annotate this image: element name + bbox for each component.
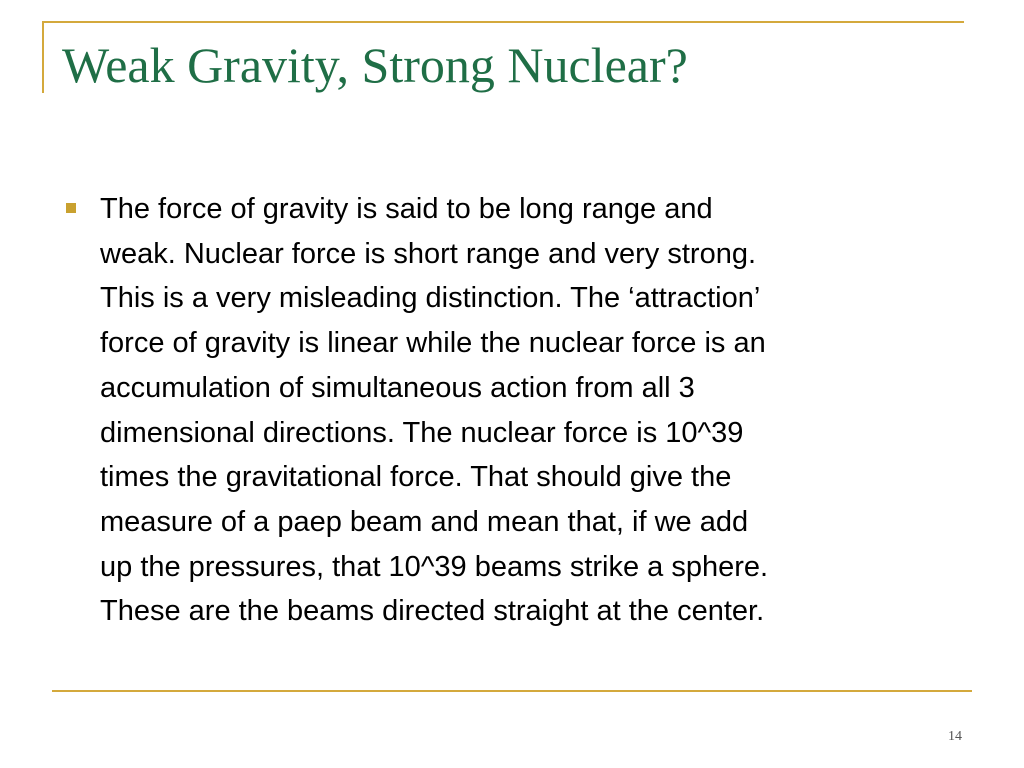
slide-title: Weak Gravity, Strong Nuclear? [62,37,688,93]
square-bullet-icon [66,203,76,213]
bullet-text: The force of gravity is said to be long range and weak. Nuclear force is short range and very strong. This is a very misleading distinction. The ‘attraction’ force of gravity is linear while the nuclear force is an accumulation of simultaneous action from all 3 dimensional directions. The nuclear force is 10^39 times the gravitational force. That should give the measure of a paep beam and mean that, if we add up the pressures, that 10^39 beams strike a sphere. These are the beams directed straight at the center. [100,193,769,628]
bullet-item [62,187,962,634]
bullet-list [62,187,962,634]
frame-top-border [42,21,964,23]
slide-number: 14 [948,729,962,744]
frame-left-border [42,21,44,93]
footer-divider [52,690,972,692]
